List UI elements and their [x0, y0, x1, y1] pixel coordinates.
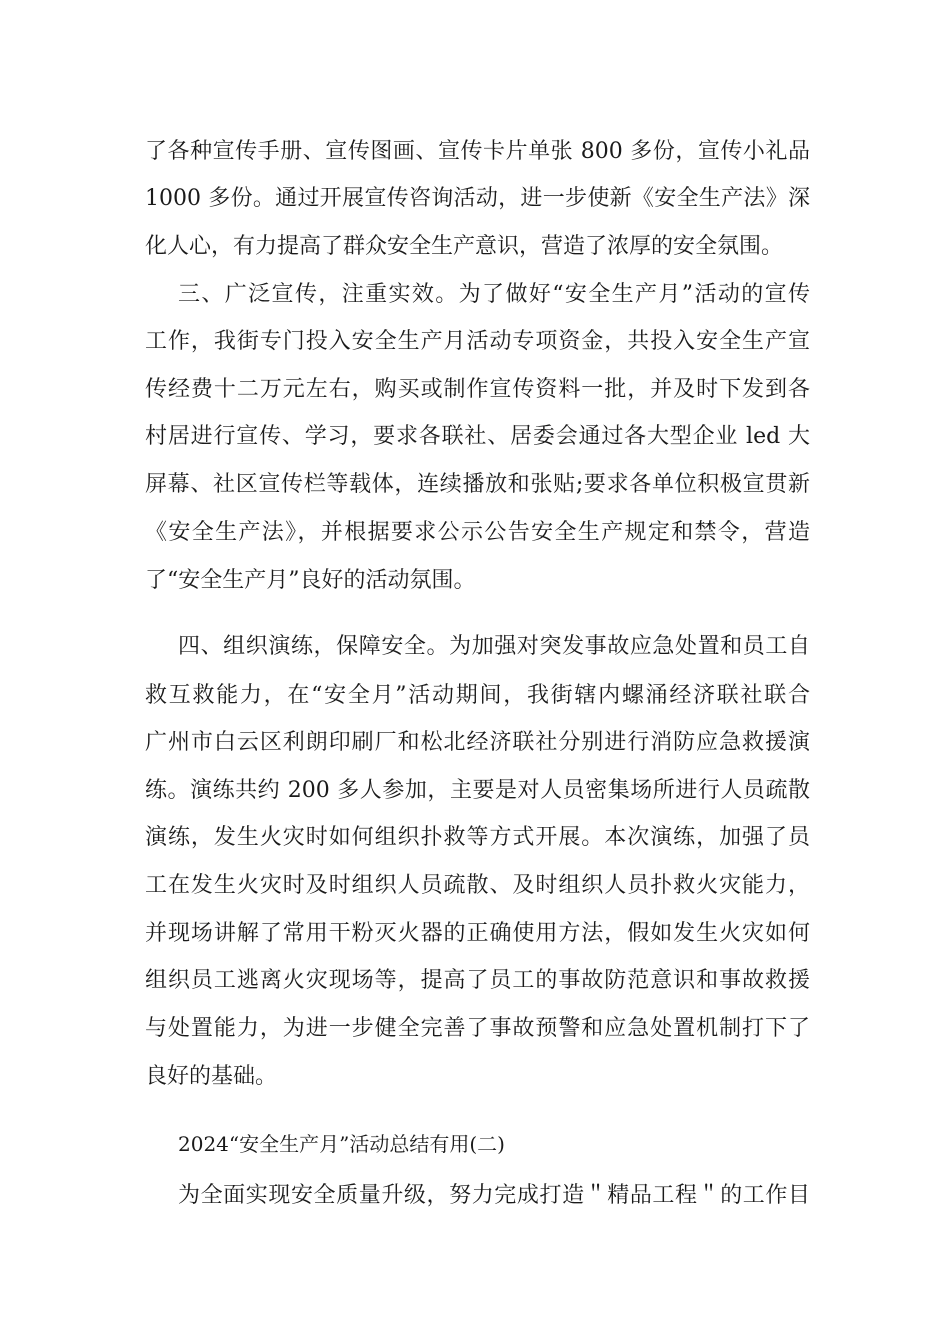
- section-heading: 2024“安全生产月”活动总结有用(二): [178, 1132, 505, 1156]
- paragraph-2-line-7: 了“安全生产月”良好的活动氛围。: [145, 568, 476, 593]
- paragraph-3-line-2: 救互救能力，在“安全月”活动期间，我街辖内螺涌经济联社联合: [145, 683, 810, 708]
- final-paragraph-line-1: 为全面实现安全质量升级，努力完成打造＂精品工程＂的工作目: [178, 1183, 810, 1208]
- paragraph-3-line-7: 并现场讲解了常用干粉灭火器的正确使用方法，假如发生火灾如何: [145, 921, 810, 946]
- paragraph-1-line-2: 1000 多份。通过开展宣传咨询活动，进一步使新《安全生产法》深: [145, 186, 810, 211]
- paragraph-3-line-10: 良好的基础。: [145, 1064, 278, 1089]
- paragraph-2-line-4: 村居进行宣传、学习，要求各联社、居委会通过各大型企业 led 大: [145, 424, 810, 449]
- paragraph-3-line-5: 演练，发生火灾时如何组织扑救等方式开展。本次演练，加强了员: [145, 825, 810, 850]
- paragraph-3-line-4: 练。演练共约 200 多人参加，主要是对人员密集场所进行人员疏散: [145, 778, 810, 803]
- paragraph-3-line-1: 四、组织演练，保障安全。为加强对突发事故应急处置和员工自: [178, 634, 810, 659]
- paragraph-1-line-1: 了各种宣传手册、宣传图画、宣传卡片单张 800 多份，宣传小礼品: [145, 139, 810, 164]
- paragraph-2-line-6: 《安全生产法》，并根据要求公示公告安全生产规定和禁令，营造: [145, 520, 810, 545]
- paragraph-2-line-1: 三、广泛宣传，注重实效。为了做好“安全生产月”活动的宣传: [178, 282, 810, 307]
- paragraph-1-line-3: 化人心，有力提高了群众安全生产意识，营造了浓厚的安全氛围。: [145, 234, 784, 259]
- paragraph-3-line-6: 工在发生火灾时及时组织人员疏散、及时组织人员扑救火灾能力，: [145, 873, 810, 898]
- paragraph-2-line-3: 传经费十二万元左右，购买或制作宣传资料一批，并及时下发到各: [145, 377, 810, 402]
- paragraph-3-line-3: 广州市白云区利朗印刷厂和松北经济联社分别进行消防应急救援演: [145, 730, 810, 755]
- paragraph-3-line-9: 与处置能力，为进一步健全完善了事故预警和应急处置机制打下了: [145, 1016, 810, 1041]
- paragraph-2-line-2: 工作，我街专门投入安全生产月活动专项资金，共投入安全生产宣: [145, 329, 810, 354]
- paragraph-3-line-8: 组织员工逃离火灾现场等，提高了员工的事故防范意识和事故救援: [145, 968, 810, 993]
- paragraph-2-line-5: 屏幕、社区宣传栏等载体，连续播放和张贴;要求各单位积极宣贯新: [145, 472, 810, 497]
